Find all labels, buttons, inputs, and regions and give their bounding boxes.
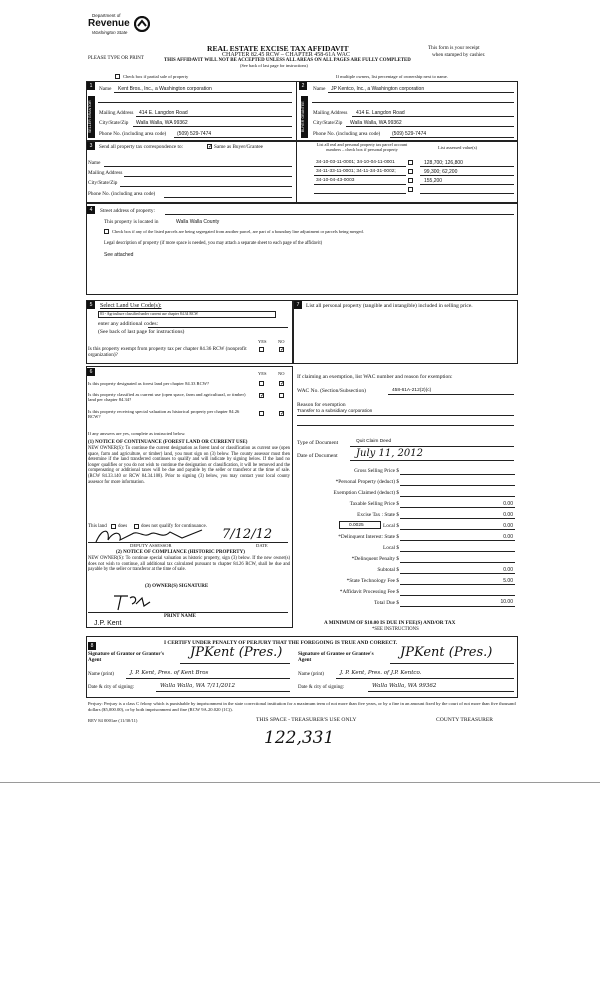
- tax-row-label-6: *Delinquent Interest: State $: [338, 534, 399, 540]
- seller-side-label: SELLER GRANTOR: [88, 96, 95, 138]
- doc-type-value: Quit Claim Deed: [356, 439, 392, 444]
- section-5-tag: 5: [87, 301, 95, 309]
- tax-row-label-1: *Personal Property (deduct) $: [335, 479, 399, 485]
- partial-sale-checkbox[interactable]: [115, 74, 120, 79]
- tax-row-label-9: Subtotal $: [377, 567, 399, 573]
- grantee-name-value: J. P. Kent, Pres. of J.P. Kentco.: [340, 670, 422, 676]
- parcel-num-2: 34-11-33-11-0001; 34-11-34-31-0002;: [316, 169, 396, 174]
- current-use-no-checkbox[interactable]: [279, 393, 284, 398]
- form-warning: THIS AFFIDAVIT WILL NOT BE ACCEPTED UNLESS ALL AREAS ON ALL PAGES ARE FULLY COMPLETED: [164, 58, 411, 63]
- historic-yes-checkbox[interactable]: [259, 411, 264, 416]
- land-use-see-back: (See back of last page for instructions): [98, 329, 185, 335]
- parcel-4-personal-checkbox[interactable]: [408, 187, 413, 192]
- doc-date-label: Date of Document: [297, 453, 338, 459]
- tax-row-value-5: 0.00: [503, 523, 513, 529]
- forest-question: Is this property designated as forest land per chapter 84.33 RCW?: [88, 381, 210, 386]
- dor-emblem-icon: [134, 16, 150, 32]
- wac-value: 458-61A-212(2)(c): [392, 388, 432, 393]
- personal-property-label: List all personal property (tangible and intangible) included in selling price.: [306, 303, 473, 309]
- doc-type-label: Type of Document: [297, 440, 339, 446]
- grantor-name-label: Name (print): [88, 672, 114, 677]
- seller-city-label: City/State/Zip: [99, 120, 129, 126]
- parcel-value-3: 155,200: [424, 178, 443, 184]
- grantee-sig-label: Signature of Grantee or Grantee's Agent: [298, 651, 374, 663]
- tax-row-label-8: *Delinquent Penalty $: [351, 556, 399, 562]
- section-1-tag: 1: [87, 82, 95, 90]
- parcel-value-1: 128,700; 126,800: [424, 160, 463, 166]
- buyer-name: JP Kentco, Inc., a Washington corporation: [331, 85, 425, 92]
- tax-row-value-3: 0.00: [503, 501, 513, 507]
- notice-compliance-body: NEW OWNER(S): To continue special valuation as historic property, sign (3) below. If the new owner(s) does not wish to continue, all additional tax calculated pursuant to chapter 84.26 RCW, shall be due and payable by the seller or transferor at the time of sale.: [88, 556, 290, 573]
- send-to-label: Send all property tax correspondence to:: [99, 144, 183, 150]
- same-as-buyer-label: Same as Buyer/Grantee: [214, 144, 263, 150]
- dept-name: Revenue: [88, 18, 130, 29]
- section-6-tag: 6: [87, 368, 95, 376]
- reason-value: Transfer to a subsidiary corporation: [297, 409, 373, 414]
- print-name-label: PRINT NAME: [164, 614, 196, 619]
- assessed-header: List assessed value(s): [438, 145, 477, 150]
- tax-row-label-7: Local $: [382, 545, 399, 551]
- rev-number: REV 84 0001ae (11/30/11): [88, 718, 138, 723]
- tax-row-label-11: *Affidavit Processing Fee $: [339, 589, 399, 595]
- see-attached: See attached: [104, 252, 134, 258]
- seller-phone-label: Phone No. (including area code): [99, 131, 167, 137]
- land-does-not-label: does not qualify for continuance.: [141, 524, 207, 529]
- treasurer-use: THIS SPACE - TREASURER'S USE ONLY: [256, 717, 357, 723]
- assessor-date-label: DATE: [256, 543, 268, 548]
- tax-table: [297, 466, 515, 616]
- s6-no-header: NO: [278, 371, 285, 376]
- land-use-code: 83 - Agriculture classified under current use chapter 84.34 RCW: [100, 312, 199, 316]
- same-as-buyer-checkbox[interactable]: [207, 144, 212, 149]
- print-name-value: J.P. Kent: [94, 620, 122, 627]
- tax-row-label-10: *State Technology Fee $: [346, 578, 399, 584]
- tax-row-value-4: 0.00: [503, 512, 513, 518]
- dept-line1: Department of: [92, 13, 121, 18]
- tax-row-label-4: Excise Tax : State $: [357, 512, 399, 518]
- located-in-label: This property is located in: [104, 219, 159, 225]
- county-treasurer: COUNTY TREASURER: [436, 717, 494, 723]
- receipt-note-2: when stamped by cashier.: [432, 52, 486, 58]
- parcel-list-header: List all real and personal property tax parcel account numbers – check box if personal property: [316, 142, 408, 152]
- tax-row-label-0: Gross Selling Price $: [354, 468, 399, 474]
- doc-date-value: July 11, 2012: [356, 448, 424, 459]
- seller-name: Kent Bros., Inc., a Washington corporation: [118, 85, 212, 92]
- certify-statement: I CERTIFY UNDER PENALTY OF PERJURY THAT THE FOREGOING IS TRUE AND CORRECT.: [164, 640, 398, 646]
- if-yes-note: If any answers are yes, complete as instructed below.: [88, 431, 186, 436]
- grantor-signature: JPKent (Pres.): [190, 645, 283, 660]
- exempt-no-checkbox[interactable]: [279, 347, 284, 352]
- owner-signature: [112, 592, 152, 612]
- corr-city-label: City/State/Zip: [88, 180, 118, 186]
- current-use-question: Is this property classified as current use (open space, farm and agricultural, or timber) land per chapter 84.34?: [88, 392, 246, 403]
- grantor-name-value: J. P. Kent, Pres. of Kent Bros: [130, 670, 209, 676]
- s6-yes-header: YES: [258, 371, 267, 376]
- wac-label: WAC No. (Section/Subsection): [297, 388, 366, 394]
- local-rate-value: 0.0025: [349, 522, 364, 528]
- exempt-yes-checkbox[interactable]: [259, 347, 264, 352]
- corr-mail-label: Mailing Address: [88, 170, 123, 176]
- section-3-tag: 3: [87, 142, 95, 150]
- legal-label: Legal description of property (if more space is needed, you may attach a separate sheet to each page of the affidavit): [104, 241, 323, 246]
- county-value: Walla Walla County: [176, 218, 220, 225]
- historic-question: Is this property receiving special valuation as historical property per chapter 84.26 RCW?: [88, 409, 240, 420]
- buyer-city: Walla Walla, WA 99362: [350, 119, 402, 126]
- multiple-owners-note: If multiple owners, list percentage of ownership next to name.: [336, 74, 448, 79]
- seller-city: Walla Walla, WA 99362: [136, 119, 188, 126]
- street-label: Street address of property:: [100, 208, 155, 214]
- corr-name-label: Name: [88, 160, 101, 166]
- seller-mail: 414 E. Langdon Road: [139, 109, 188, 116]
- corr-phone-label: Phone No. (including area code): [88, 191, 156, 197]
- tax-row-value-6: 0.00: [503, 534, 513, 540]
- tax-row-label-2: Exemption Claimed (deduct) $: [333, 490, 399, 496]
- seller-name-label: Name: [99, 86, 112, 92]
- section-4: [86, 203, 518, 295]
- assessor-date: 7/12/12: [222, 527, 273, 542]
- section-8-tag: 8: [88, 642, 96, 650]
- forest-yes-checkbox[interactable]: [259, 381, 264, 386]
- this-land-label: This land: [88, 524, 107, 529]
- grantor-date-value: Walla Walla, WA 7/11/2012: [160, 683, 236, 689]
- recording-number: 122,331: [264, 728, 335, 748]
- s5-yes-header: YES: [258, 339, 267, 344]
- form-see-back: (See back of last page for instructions): [240, 63, 308, 68]
- parcel-num-3: 34-10-04-43-0003: [316, 178, 355, 183]
- owner-signature-label: (3) OWNER(S) SIGNATURE: [145, 584, 209, 589]
- scan-edge: [0, 782, 600, 783]
- notice-continuance-body: NEW OWNER(S): To continue the current designation as forest land or classification as current use (open space, farm and agriculture, or timber) land, you must sign on (3) below. The county assessor must then determine if the land transferred continues to qualify and will indicate by signing below. If the land no longer qualifies or you do not wish to continue the designation or classification, it will be removed and the compensating or additional taxes will be due and payable by the seller or transferor at the time of sale. (RCW 84.33.140 or RCW 84.34.108). Prior to signing (3) below, you may contact your local county assessor for more information.: [88, 446, 290, 485]
- parcel-value-2: 99,300; 62,200: [424, 169, 458, 175]
- grantee-signature: JPKent (Pres.): [400, 645, 493, 660]
- tax-row-label-3: Taxable Selling Price $: [349, 501, 399, 507]
- tax-row-label-5: Local $: [382, 523, 399, 529]
- segregated-label: Check box if any of the listed parcels are being segregated from another parcel, are part of a boundary line adjustment or parcels being merged.: [112, 229, 364, 234]
- dept-line3: Washington State: [92, 30, 128, 35]
- buyer-name-label: Name: [313, 86, 326, 92]
- receipt-note-1: This form is your receipt: [428, 45, 480, 51]
- parcel-1-personal-checkbox[interactable]: [408, 160, 413, 165]
- deputy-assessor-label: DEPUTY ASSESSOR: [130, 543, 172, 548]
- tax-row-label-12: Total Due $: [374, 600, 399, 606]
- s5-no-header: NO: [278, 339, 285, 344]
- notice-continuance-title: (1) NOTICE OF CONTINUANCE (FOREST LAND OR CURRENT USE): [88, 440, 248, 445]
- land-does-label: does: [118, 524, 128, 529]
- seller-phone: (509) 529-7474: [177, 130, 212, 137]
- notice-compliance-title: (2) NOTICE OF COMPLIANCE (HISTORIC PROPERTY): [116, 550, 245, 555]
- buyer-side-label: BUYER GRANTEE: [301, 96, 308, 138]
- land-use-label: Select Land Use Code(s):: [100, 303, 162, 309]
- tax-row-value-12: 10.00: [500, 599, 513, 605]
- buyer-city-label: City/State/Zip: [313, 120, 343, 126]
- forest-no-checkbox[interactable]: [279, 381, 284, 386]
- grantee-date-label: Date & city of signing:: [298, 685, 345, 690]
- please-type: PLEASE TYPE OR PRINT: [88, 56, 144, 61]
- form-chapter: CHAPTER 82.45 RCW – CHAPTER 458-61A WAC: [222, 52, 350, 58]
- seller-mail-label: Mailing Address: [99, 110, 134, 116]
- section-2-tag: 2: [299, 82, 307, 90]
- parcel-num-1: 34-10-03-11-0001; 34-10-04-11-0001: [316, 160, 395, 165]
- historic-no-checkbox[interactable]: [279, 411, 284, 416]
- perjury-notice: Perjury: Perjury is a class C felony which is punishable by imprisonment in the state correctional institution for a maximum term of not more than five years, or by a fine in an amount fixed by the court of not more than five thousand dollars ($5,000.00), or by both imprisonment and fine (RCW 9A.20.020 (1C)).: [88, 701, 516, 712]
- grantor-date-label: Date & city of signing:: [88, 685, 135, 690]
- parcel-2-personal-checkbox[interactable]: [408, 169, 413, 174]
- section-7-tag: 7: [294, 301, 302, 309]
- reason-label: Reason for exemption: [297, 402, 346, 408]
- buyer-mail: 414 E. Langdon Road: [356, 109, 405, 116]
- buyer-phone-label: Phone No. (including area code): [313, 131, 381, 137]
- exempt-question: Is this property exempt from property tax per chapter 84.36 RCW (nonprofit organization)?: [88, 346, 247, 358]
- buyer-phone: (509) 529-7474: [392, 130, 427, 137]
- additional-codes-label: enter any additional codes:: [98, 321, 159, 327]
- current-use-yes-checkbox[interactable]: [259, 393, 264, 398]
- buyer-mail-label: Mailing Address: [313, 110, 348, 116]
- dor-logo: [88, 12, 158, 48]
- segregated-checkbox[interactable]: [104, 229, 109, 234]
- grantee-name-label: Name (print): [298, 672, 324, 677]
- parcel-3-personal-checkbox[interactable]: [408, 178, 413, 183]
- grantor-sig-label: Signature of Grantor or Grantor's Agent: [88, 651, 165, 663]
- form-title: REAL ESTATE EXCISE TAX AFFIDAVIT: [207, 44, 349, 53]
- section-4-tag: 4: [87, 206, 95, 214]
- tax-row-value-10: 5.00: [503, 578, 513, 584]
- tax-row-value-9: 0.00: [503, 567, 513, 573]
- exemption-claim-label: If claiming an exemption, list WAC number and reason for exemption:: [297, 374, 453, 380]
- grantee-date-value: Walla Walla, WA 99362: [372, 683, 437, 689]
- see-instructions-note: *SEE INSTRUCTIONS: [372, 627, 419, 632]
- minimum-due-note: A MINIMUM OF $10.00 IS DUE IN FEE(S) AND/OR TAX: [324, 620, 456, 626]
- partial-sale-label: Check box if partial sale of property: [123, 74, 189, 79]
